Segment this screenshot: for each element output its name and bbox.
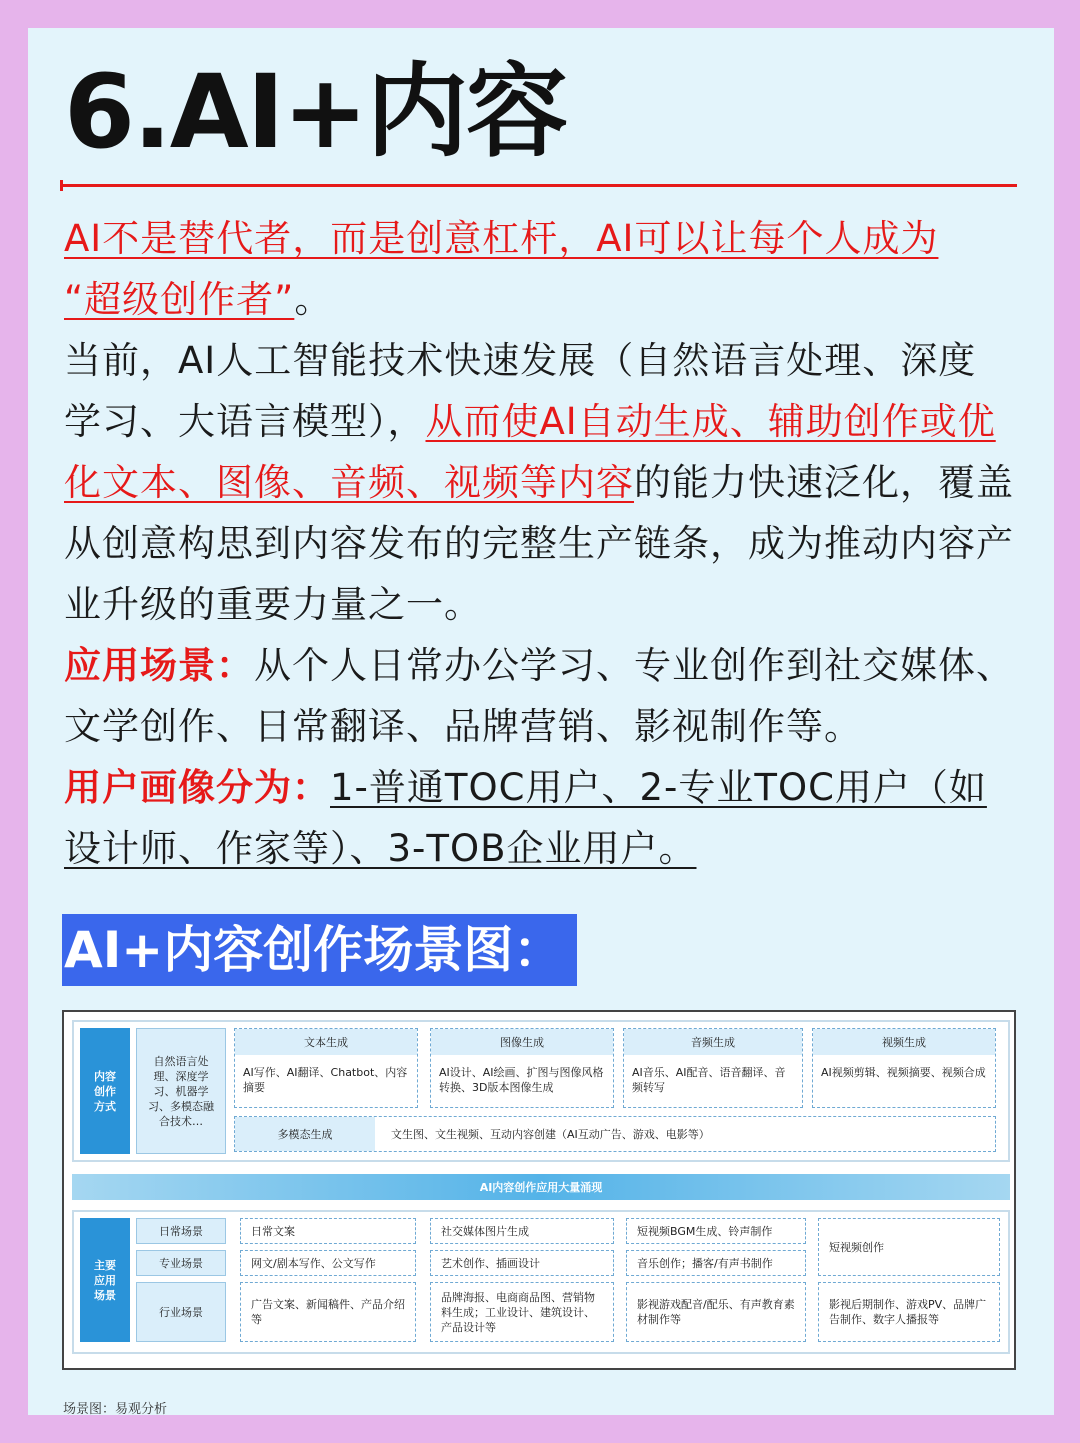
creation-methods-panel bbox=[72, 1020, 1010, 1162]
tech-label: 自然语言处理、深度学习、机器学习、多模态融合技术… bbox=[136, 1028, 226, 1154]
scene-row-label-daily: 日常场景 bbox=[136, 1218, 226, 1244]
gen-text: AI写作、AI翻译、Chatbot、内容摘要 bbox=[243, 1066, 408, 1094]
user-paragraph bbox=[64, 757, 1014, 879]
gen-head: 文本生成 bbox=[235, 1029, 417, 1055]
paragraph-1-highlight: 从而使AI自动生成、辅助创作或优化文本、图像、音频、视频等内容 bbox=[64, 400, 996, 504]
source-caption: 场景图：易观分析 bbox=[63, 1402, 168, 1417]
intro-highlight-2: “超级创作者” bbox=[64, 278, 295, 321]
scene-label: 应用场景： bbox=[64, 644, 254, 687]
application-scenes-panel bbox=[72, 1210, 1010, 1354]
scene-row-label-industry: 行业场景 bbox=[136, 1282, 226, 1342]
creation-methods-side-label: 内容 创作 方式 bbox=[80, 1028, 130, 1154]
multimodal-label: 多模态生成 bbox=[235, 1117, 375, 1151]
scene-cell: 短视频BGM生成、铃声制作 bbox=[626, 1218, 806, 1244]
multimodal-text: 文生图、文生视频、互动内容创建（AI互动广告、游戏、电影等） bbox=[391, 1128, 710, 1141]
scene-text: 从个人日常办公学习、专业创作到社交媒体、文学创作、日常翻译、品牌营销、影视制作等。 bbox=[64, 644, 1014, 748]
gen-text: AI设计、AI绘画、扩图与图像风格转换、3D版本图像生成 bbox=[439, 1066, 604, 1094]
scene-cell: 社交媒体图片生成 bbox=[430, 1218, 614, 1244]
intro-highlight: AI不是替代者，而是创意杠杆，AI可以让每个人成为 bbox=[64, 217, 939, 260]
paragraph-1-end: 的能力快速泛化，覆盖从创意构思到内容发布的完整生产链条，成为推动内容产业升级的重要力量之一。 bbox=[64, 461, 1014, 626]
user-label: 用户画像分为： bbox=[64, 766, 330, 809]
gen-box-image bbox=[430, 1028, 614, 1108]
gen-box-video bbox=[812, 1028, 996, 1108]
paragraph-1-start: 当前，AI人工智能技术快速发展（自然语言处理、深度学习、大语言模型）， bbox=[64, 339, 977, 443]
scene-cell: 音乐创作；播客/有声书制作 bbox=[626, 1250, 806, 1276]
scene-cell: 日常文案 bbox=[240, 1218, 416, 1244]
page-title: 6.AI+内容 bbox=[64, 53, 567, 172]
scene-paragraph bbox=[64, 635, 1014, 757]
scene-cell-video-bottom: 影视后期制作、游戏PV、品牌广告制作、数字人播报等 bbox=[818, 1282, 1000, 1342]
scene-cell: 广告文案、新闻稿件、产品介绍等 bbox=[240, 1282, 416, 1342]
intro-period: 。 bbox=[294, 278, 333, 321]
scene-cell-video-top: 短视频创作 bbox=[818, 1218, 1000, 1276]
gen-head: 视频生成 bbox=[813, 1029, 995, 1055]
application-scenes-side-label: 主要 应用 场景 bbox=[80, 1218, 130, 1342]
user-text: 1-普通TOC用户、2-专业TOC用户（如设计师、作家等）、3-TOB企业用户。 bbox=[64, 766, 987, 870]
gen-text: AI视频剪辑、视频摘要、视频合成 bbox=[821, 1066, 986, 1079]
gen-head: 图像生成 bbox=[431, 1029, 613, 1055]
gen-box-audio bbox=[623, 1028, 803, 1108]
section-title: AI+内容创作场景图： bbox=[62, 914, 577, 986]
title-divider bbox=[62, 184, 1017, 187]
scene-cell: 品牌海报、电商商品图、营销物料生成；工业设计、建筑设计、产品设计等 bbox=[430, 1282, 614, 1342]
scene-diagram bbox=[62, 1010, 1016, 1370]
gen-head: 音频生成 bbox=[624, 1029, 802, 1055]
scene-cell: 艺术创作、插画设计 bbox=[430, 1250, 614, 1276]
scene-cell: 网文/剧本写作、公文写作 bbox=[240, 1250, 416, 1276]
scene-cell: 影视游戏配音/配乐、有声教育素材制作等 bbox=[626, 1282, 806, 1342]
multimodal-row bbox=[234, 1116, 996, 1152]
content-card bbox=[28, 28, 1054, 1415]
intro-line bbox=[64, 208, 1014, 330]
scene-row-label-pro: 专业场景 bbox=[136, 1250, 226, 1276]
banner-arrow: AI内容创作应用大量涌现 bbox=[72, 1174, 1010, 1200]
gen-text: AI音乐、AI配音、语音翻译、音频转写 bbox=[632, 1066, 786, 1094]
article-body bbox=[64, 208, 1014, 879]
gen-box-text bbox=[234, 1028, 418, 1108]
paragraph-1 bbox=[64, 330, 1014, 635]
